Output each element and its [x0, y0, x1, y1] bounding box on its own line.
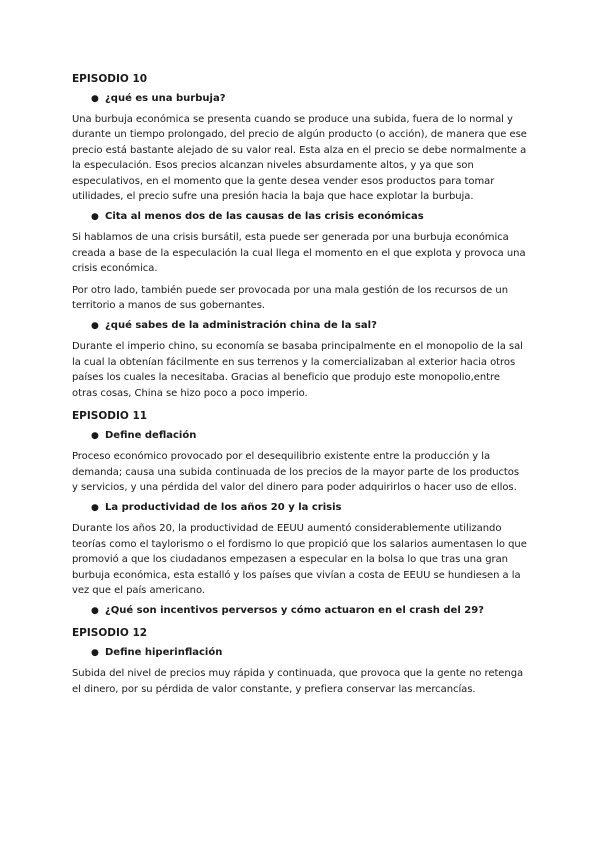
question-text: La productividad de los años 20 y la crisis	[105, 502, 342, 514]
bullet-icon: ●	[91, 503, 99, 514]
question-bullet	[72, 319, 528, 333]
question-bullet	[72, 429, 528, 443]
answer-paragraph: Proceso económico provocado por el desequilibrio existente entre la producción y la demanda; causa una subida continuada de los precios de la mayor parte de los productos y servicios, y una pérdida del valor del dinero para poder adquirirlos o hacer uso de ellos.	[72, 451, 520, 493]
question-bullet	[72, 604, 528, 618]
bullet-icon: ●	[91, 431, 99, 442]
answer-paragraph: Durante los años 20, la productividad de EEUU aumentó considerablemente utilizando teorías como el taylorismo o el fordismo lo que propició que los salarios aumentasen lo que promovió a que los ciudadanos empezasen a especular en la bolsa lo que tras una gran burbuja económica, esta estalló y los países que vivían a costa de EEUU se hundiesen a la vez que el país americano.	[72, 523, 527, 596]
question-bullet	[72, 92, 528, 106]
answer-paragraph: Subida del nivel de precios muy rápida y continuada, que provoca que la gente no retenga el dinero, por su pérdida de valor constante, y prefiera conservar las mercancías.	[72, 668, 524, 695]
answer-paragraph: Por otro lado, también puede ser provocada por una mala gestión de los recursos de un territorio a manos de sus gobernantes.	[72, 284, 508, 312]
question-text: ¿qué es una burbuja?	[105, 93, 226, 104]
episode-heading: EPISODIO 12	[72, 627, 148, 640]
question-text: Define hiperinflación	[105, 647, 223, 659]
question-bullet	[72, 646, 528, 660]
bullet-icon: ●	[91, 94, 99, 104]
episode-heading: EPISODIO 11	[72, 410, 148, 423]
bullet-icon: ●	[91, 321, 99, 332]
answer-paragraph: Si hablamos de una crisis bursátil, esta puede ser generada por una burbuja económica creada a base de la especulación la cual llega el momento en el que explota y provoca una crisis económica.	[72, 232, 526, 275]
question-bullet	[72, 210, 528, 224]
question-bullet	[72, 501, 528, 515]
answer-paragraph: Una burbuja económica se presenta cuando se produce una subida, fuera de lo normal y durante un tiempo prolongado, del precio de algún producto (o acción), de manera que ese precio está bastante alejado de su valor real. Esta alza en el precio se debe normalmente a la especulación. Esos precios alcanzan niveles absurdamente altos, y ya que son especulativos, en el momento que la gente desea vender esos productos para tomar utilidades, el precio sufre una presión hacia la baja que hace explotar la burbuja.	[72, 114, 527, 203]
question-text: ¿qué sabes de la administración china de la sal?	[105, 320, 377, 332]
question-text: Define deflación	[105, 430, 197, 442]
question-text: Cita al menos dos de las causas de las crisis económicas	[105, 211, 424, 223]
question-text: ¿Qué son incentivos perversos y cómo actuaron en el crash del 29?	[105, 605, 484, 617]
answer-paragraph: Durante el imperio chino, su economía se basaba principalmente en el monopolio de la sal la cual la obtenían fácilmente en sus terrenos y la comercializaban al exterior hacia otros países los cuales la necesitaba. Gracias al beneficio que produjo este monopolio,entre otras cosas, China se hizo poco a poco imperio.	[72, 341, 523, 399]
bullet-icon: ●	[91, 212, 99, 223]
bullet-icon: ●	[91, 606, 99, 617]
document-page	[72, 64, 528, 703]
episode-heading: EPISODIO 10	[72, 73, 148, 85]
bullet-icon: ●	[91, 648, 99, 659]
